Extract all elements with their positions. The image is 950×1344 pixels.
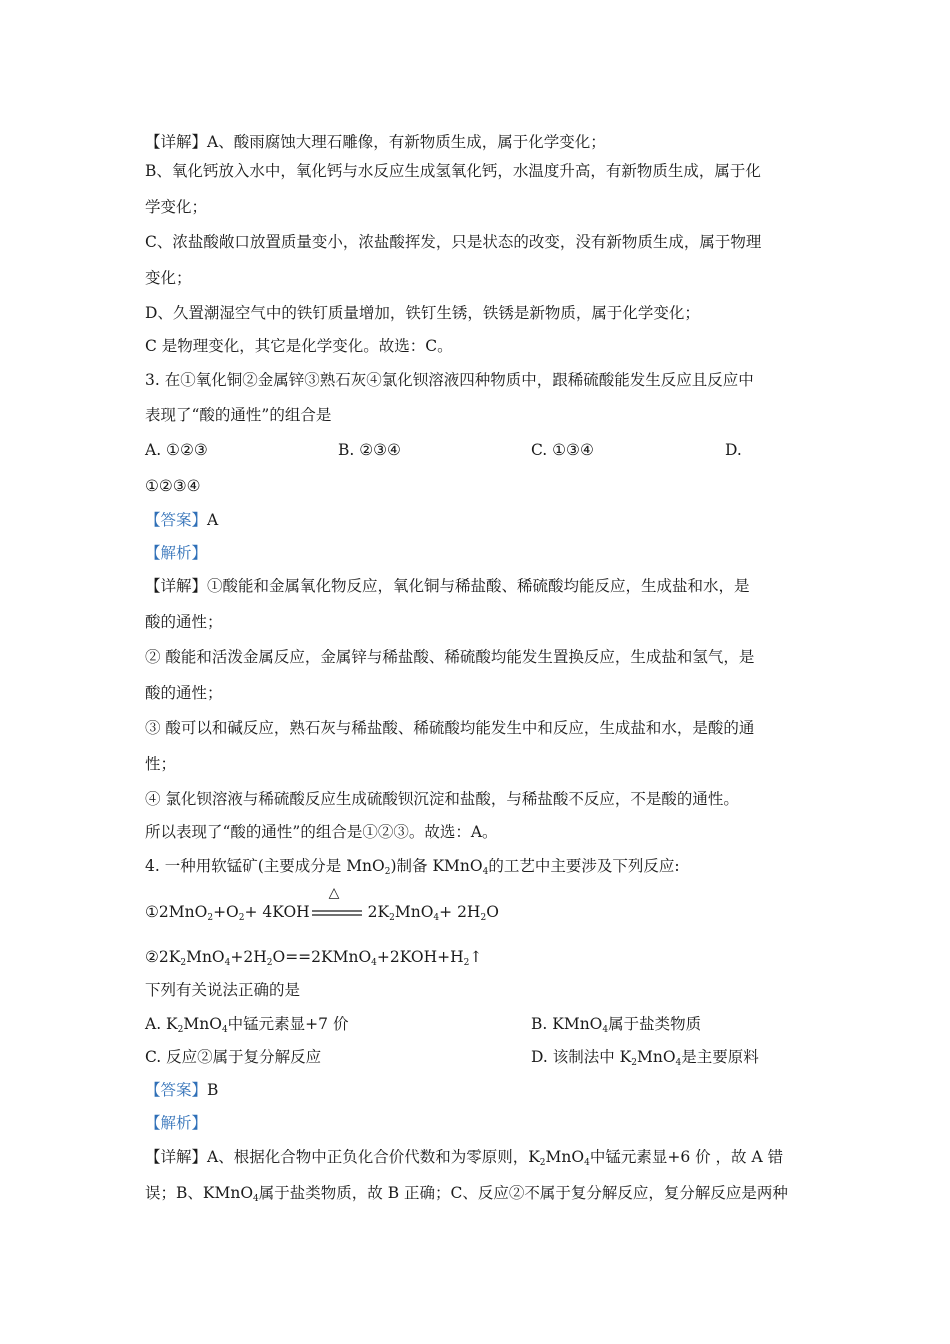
q4-optA-a: A. K	[145, 1015, 178, 1033]
q3-option-c: C. ①③④	[531, 441, 594, 459]
q3-answer-label: 【答案】	[145, 511, 208, 529]
q4-answer-label: 【答案】	[145, 1081, 208, 1099]
q3-detail-line4: 酸的通性；	[145, 684, 223, 702]
q4-e2b: 属于盐类物质，故 B 正确；C、反应②不属于复分解反应，复分解反应是两种	[258, 1184, 788, 1202]
q3-detail-line3: ② 酸能和活泼金属反应，金属锌与稀盐酸、稀硫酸均能发生置换反应，生成盐和氢气，是	[145, 648, 755, 666]
q4-optB-b: 属于盐类物质	[608, 1015, 702, 1033]
r1-sub3: 2	[389, 913, 395, 923]
q4-optA-b: MnO	[183, 1015, 222, 1033]
detail-label: 【详解】	[145, 133, 208, 151]
q3-detail-line5: ③ 酸可以和碱反应，熟石灰与稀盐酸、稀硫酸均能发生中和反应，生成盐和水，是酸的通	[145, 719, 755, 737]
q4-e1-s1: 2	[539, 1158, 546, 1168]
q4-optD-c: 是主要原料	[681, 1048, 759, 1066]
q3-detail-line2: 酸的通性；	[145, 613, 223, 631]
q4-e1-s2: 4	[584, 1158, 590, 1168]
r1-sub5: 2	[480, 913, 487, 923]
detail-c-line1: C、浓盐酸敞口放置质量变小，浓盐酸挥发，只是状态的改变，没有新物质生成，属于物理	[145, 233, 762, 251]
detail-b-line2: 学变化；	[145, 198, 208, 216]
r1-left: ①2MnO	[145, 903, 208, 921]
q4-option-c: C. 反应②属于复分解反应	[145, 1048, 322, 1066]
q4-reaction-1	[145, 885, 499, 923]
q4-stem	[145, 856, 680, 876]
q4-option-d	[531, 1047, 759, 1067]
q4-stem-sub2: 4	[482, 867, 489, 877]
r1-sub1: 2	[207, 913, 214, 923]
r2-e: +2KOH+H	[376, 948, 464, 966]
q3-option-a: A. ①②③	[145, 441, 208, 459]
q4-optA-s1: 2	[177, 1025, 184, 1035]
q4-optB-s1: 4	[602, 1025, 609, 1035]
r2-b: MnO	[186, 948, 225, 966]
q4-analysis-text: 【解析】	[145, 1114, 208, 1132]
q4-analysis-label	[145, 1113, 207, 1133]
q3-analysis-text: 【解析】	[145, 544, 208, 562]
q4-e1c: 中锰元素显+6 价 ，故 A 错	[589, 1148, 784, 1166]
r1-right2: MnO	[394, 903, 434, 921]
r2-s4: 4	[371, 958, 377, 968]
r2-s2: 4	[224, 958, 231, 968]
q4-optA-s2: 4	[221, 1025, 228, 1035]
q4-e1a: A、根据化合物中正负化合价代数和为零原则，K	[207, 1148, 540, 1166]
r1-right3: + 2H	[439, 903, 481, 921]
r2-s5: 2	[463, 958, 470, 968]
q3-option-d-value: ①②③④	[145, 477, 201, 495]
q3-detail-line1	[145, 576, 750, 596]
q4-e2-s1: 4	[253, 1194, 259, 1204]
q4-stem-b: )制备 KMnO	[390, 857, 483, 875]
q4-reaction-2	[145, 947, 482, 967]
q4-option-b	[531, 1014, 701, 1034]
q3-answer-line	[145, 510, 218, 530]
r1-sub2: 2	[238, 913, 245, 923]
r1-right4: O	[486, 903, 499, 921]
r1-right: 2K	[367, 903, 390, 921]
detail-conclusion: C 是物理变化，其它是化学变化。故选：C。	[145, 337, 453, 355]
q3-option-d: D.	[725, 441, 742, 459]
q4-optB-a: B. KMnO	[531, 1015, 603, 1033]
q3-stem-line2: 表现了“酸的通性”的组合是	[145, 406, 332, 424]
q3-option-b: B. ②③④	[338, 441, 401, 459]
q4-detail-line1	[145, 1147, 783, 1167]
detail-c-line2: 变化；	[145, 269, 192, 287]
q3-stem-line1: 3. 在①氧化铜②金属锌③熟石灰④氯化钡溶液四种物质中，跟稀硫酸能发生反应且反应中	[145, 371, 754, 389]
r1-sub4: 4	[433, 913, 440, 923]
q4-optD-a: D. 该制法中 K	[531, 1048, 632, 1066]
detail-d-line: D、久置潮湿空气中的铁钉质量增加，铁钉生锈，铁锈是新物质，属于化学变化；	[145, 304, 700, 322]
q4-stem-sub1: 2	[384, 867, 391, 877]
r2-f: ↑	[469, 948, 483, 966]
q4-answer: B	[207, 1081, 219, 1099]
q4-optD-s1: 2	[631, 1058, 637, 1068]
q4-optD-b: MnO	[636, 1048, 676, 1066]
q4-optD-s2: 4	[675, 1058, 682, 1068]
q4-detail-label: 【详解】	[145, 1148, 208, 1166]
q3-detail-line6: 性；	[145, 755, 177, 773]
q3-detail-line7: ④ 氯化钡溶液与稀硫酸反应生成硫酸钡沉淀和盐酸，与稀盐酸不反应，不是酸的通性。	[145, 790, 739, 808]
q3-detail-text1: ①酸能和金属氧化物反应，氧化铜与稀盐酸、稀硫酸均能反应，生成盐和水，是	[207, 577, 750, 595]
r2-c: +2H	[230, 948, 267, 966]
q3-detail-label: 【详解】	[145, 577, 208, 595]
r2-s3: 2	[266, 958, 273, 968]
q3-analysis-label	[145, 543, 207, 563]
r1-mid2: + 4KOH	[244, 903, 310, 921]
q4-option-a	[145, 1014, 348, 1034]
q4-question: 下列有关说法正确的是	[145, 981, 301, 999]
detail-b-line1: B、氧化钙放入水中，氧化钙与水反应生成氢氧化钙，水温度升高，有新物质生成，属于化	[145, 162, 761, 180]
detail-text-a: A、酸雨腐蚀大理石雕像，有新物质生成，属于化学变化；	[207, 133, 606, 151]
q4-answer-line	[145, 1080, 218, 1100]
r2-d: O==2KMnO	[272, 948, 372, 966]
q4-e1b: MnO	[545, 1148, 585, 1166]
r2-a: ②2K	[145, 948, 181, 966]
r2-s1: 2	[180, 958, 187, 968]
q4-detail-line2	[145, 1183, 788, 1203]
q4-optA-c: 中锰元素显+7 价	[227, 1015, 349, 1033]
q3-answer: A	[207, 511, 219, 529]
q4-e2a: 误；B、KMnO	[145, 1184, 254, 1202]
q4-stem-c: 的工艺中主要涉及下列反应:	[488, 857, 680, 875]
heating-arrow	[310, 885, 368, 922]
r1-mid: +O	[213, 903, 239, 921]
detail-line	[145, 132, 606, 152]
q3-conclusion: 所以表现了“酸的通性”的组合是①②③。故选：A。	[145, 823, 498, 841]
q4-stem-a: 4. 一种用软锰矿(主要成分是 MnO	[145, 857, 385, 875]
heating-condition: △	[328, 885, 340, 901]
